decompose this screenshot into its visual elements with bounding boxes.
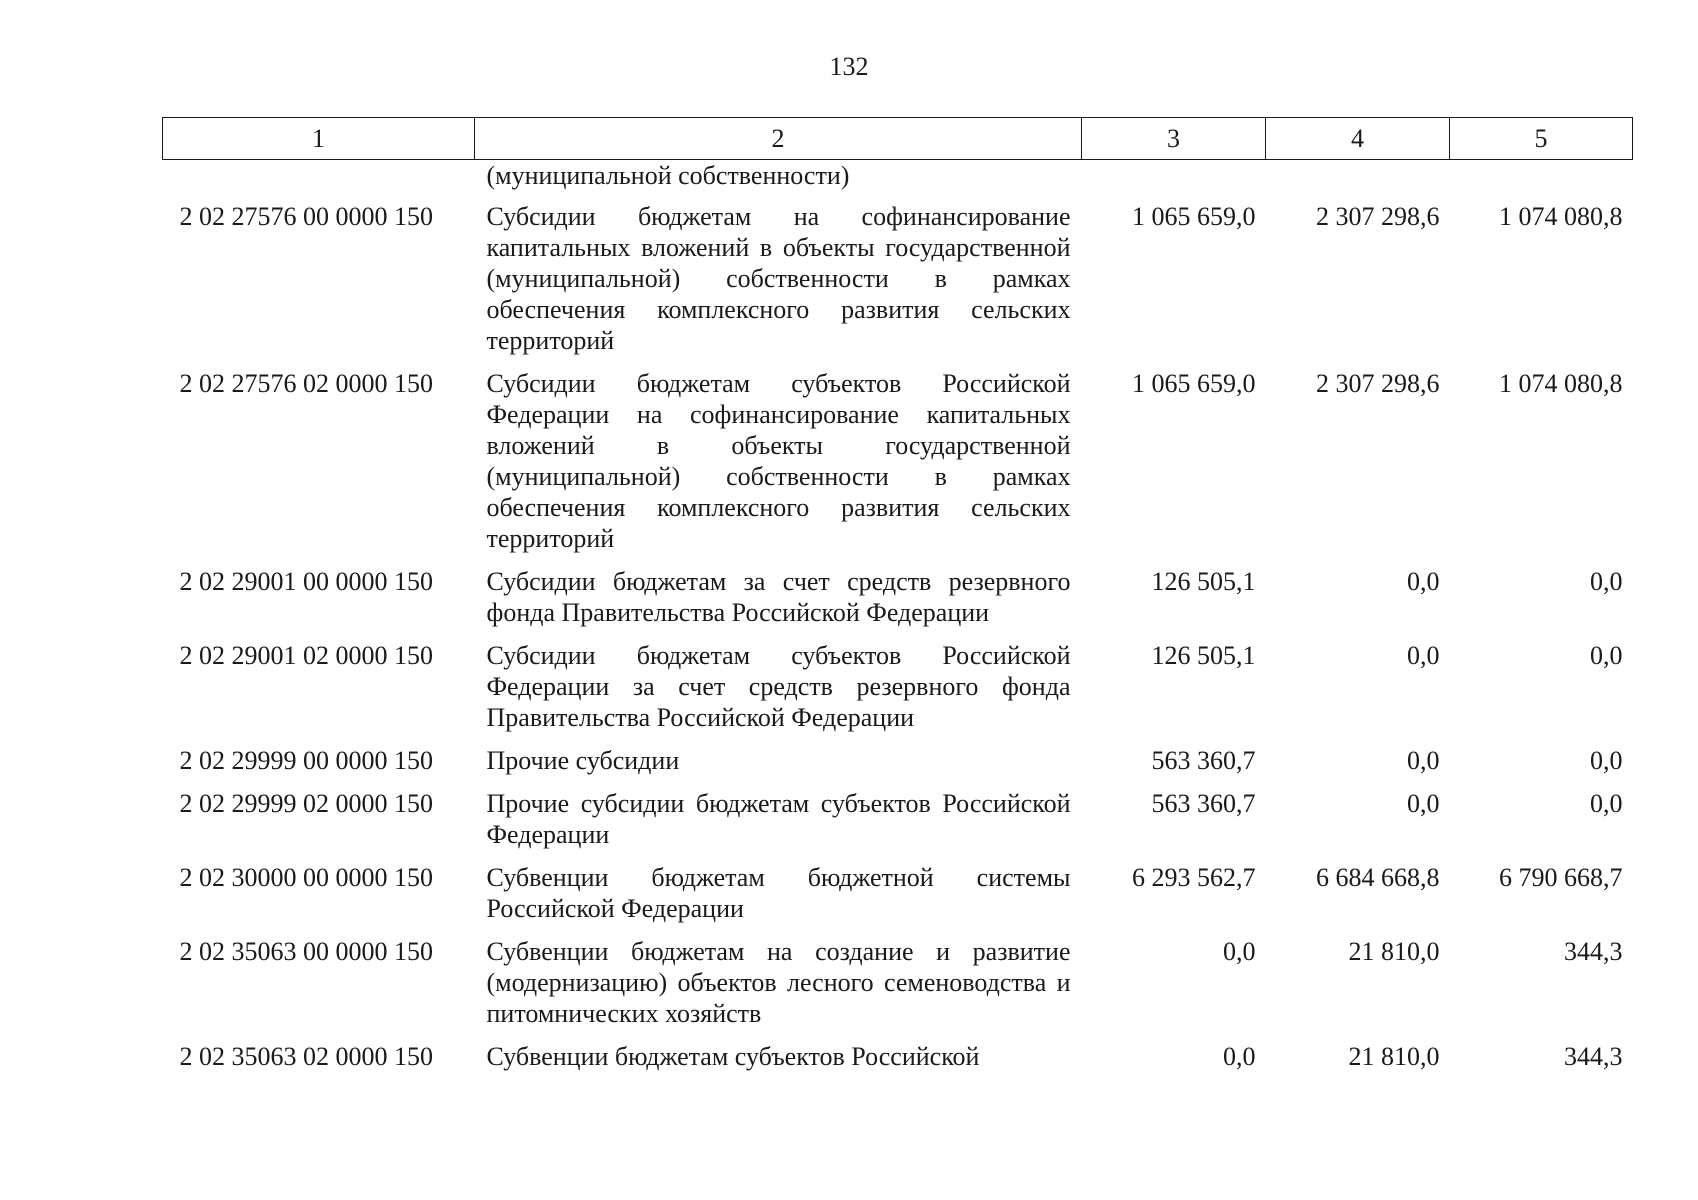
table-row <box>163 788 1633 862</box>
table-row <box>163 1041 1633 1072</box>
table-row <box>163 201 1633 368</box>
continuation-row <box>163 160 1633 202</box>
row-code: 2 02 27576 02 0000 150 <box>179 369 433 398</box>
row-code <box>163 160 475 202</box>
row-value-col-4: 2 307 298,6 <box>1316 369 1440 398</box>
row-value-col-5: 344,3 <box>1564 937 1623 966</box>
row-value-col-4: 2 307 298,6 <box>1316 202 1440 231</box>
row-value-col-3: 563 360,7 <box>1151 746 1256 775</box>
row-name: Прочие субсидии бюджетам субъектов Российской Федерации <box>486 789 1071 849</box>
row-value-col-5: 0,0 <box>1590 567 1623 596</box>
row-name: Субвенции бюджетам бюджетной системы Российской Федерации <box>486 863 1071 923</box>
row-value-col-4: 21 810,0 <box>1348 1042 1440 1071</box>
row-value-col-3: 0,0 <box>1223 1042 1256 1071</box>
row-code: 2 02 35063 02 0000 150 <box>179 1042 433 1071</box>
row-value-col-4: 0,0 <box>1407 567 1440 596</box>
header-row <box>163 118 1633 160</box>
row-name: Субвенции бюджетам субъектов Российской <box>486 1042 980 1071</box>
row-code: 2 02 30000 00 0000 150 <box>179 863 433 892</box>
row-name: Субсидии бюджетам субъектов Российской Федерации за счет средств резервного фонда Правительства Российской Федерации <box>486 641 1071 732</box>
table-row <box>163 936 1633 1041</box>
row-value-col-3: 1 065 659,0 <box>1132 202 1256 231</box>
continuation-text: (муниципальной собственности) <box>486 161 850 190</box>
row-code: 2 02 29001 02 0000 150 <box>179 641 433 670</box>
row-value-col-3: 0,0 <box>1223 937 1256 966</box>
row-code: 2 02 35063 00 0000 150 <box>179 937 433 966</box>
table-body <box>163 160 1633 1073</box>
table-row <box>163 566 1633 640</box>
row-value-col-5: 6 790 668,7 <box>1499 863 1623 892</box>
row-value-col-4: 0,0 <box>1407 789 1440 818</box>
row-value-col-3: 1 065 659,0 <box>1132 369 1256 398</box>
table-row <box>163 368 1633 566</box>
row-name: Субсидии бюджетам за счет средств резервного фонда Правительства Российской Федерации <box>486 567 1071 627</box>
row-value-col-4: 6 684 668,8 <box>1316 863 1440 892</box>
row-value-col-5: 0,0 <box>1590 746 1623 775</box>
row-value-col-5: 1 074 080,8 <box>1499 369 1623 398</box>
row-value-col-5: 0,0 <box>1590 789 1623 818</box>
row-name: Субсидии бюджетам на софинансирование капитальных вложений в объекты государственной (муниципальной) собственности в рамках обеспечения комплексного развития сельских территорий <box>486 202 1071 355</box>
row-code: 2 02 29999 02 0000 150 <box>179 789 433 818</box>
header-col-1: 1 <box>163 118 475 160</box>
header-col-5: 5 <box>1450 118 1633 160</box>
row-value-col-3: 126 505,1 <box>1151 641 1256 670</box>
table-row <box>163 640 1633 745</box>
header-col-3: 3 <box>1082 118 1266 160</box>
row-value-col-4: 0,0 <box>1407 641 1440 670</box>
row-value-col-5 <box>1450 160 1633 202</box>
row-code: 2 02 27576 00 0000 150 <box>179 202 433 231</box>
row-value-col-4: 0,0 <box>1407 746 1440 775</box>
table-row <box>163 745 1633 788</box>
row-value-col-3: 6 293 562,7 <box>1132 863 1256 892</box>
table-row <box>163 862 1633 936</box>
page-number: 132 <box>829 52 869 81</box>
header-col-4: 4 <box>1266 118 1450 160</box>
row-value-col-4 <box>1266 160 1450 202</box>
row-code: 2 02 29999 00 0000 150 <box>179 746 433 775</box>
row-value-col-3: 563 360,7 <box>1151 789 1256 818</box>
row-value-col-3: 126 505,1 <box>1151 567 1256 596</box>
row-value-col-5: 1 074 080,8 <box>1499 202 1623 231</box>
table-header <box>163 118 1633 160</box>
row-value-col-5: 0,0 <box>1590 641 1623 670</box>
row-code: 2 02 29001 00 0000 150 <box>179 567 433 596</box>
row-name: Субсидии бюджетам субъектов Российской Федерации на софинансирование капитальных вложений в объекты государственной (муниципальной) собственности в рамках обеспечения комплексного развития сельских территорий <box>486 369 1071 553</box>
row-value-col-5: 344,3 <box>1564 1042 1623 1071</box>
row-value-col-4: 21 810,0 <box>1348 937 1440 966</box>
row-name: Прочие субсидии <box>486 746 680 775</box>
budget-table <box>162 117 1633 1072</box>
row-value-col-3 <box>1082 160 1266 202</box>
row-name: Субвенции бюджетам на создание и развитие (модернизацию) объектов лесного семеноводства и питомнических хозяйств <box>486 937 1071 1028</box>
header-col-2: 2 <box>475 118 1082 160</box>
